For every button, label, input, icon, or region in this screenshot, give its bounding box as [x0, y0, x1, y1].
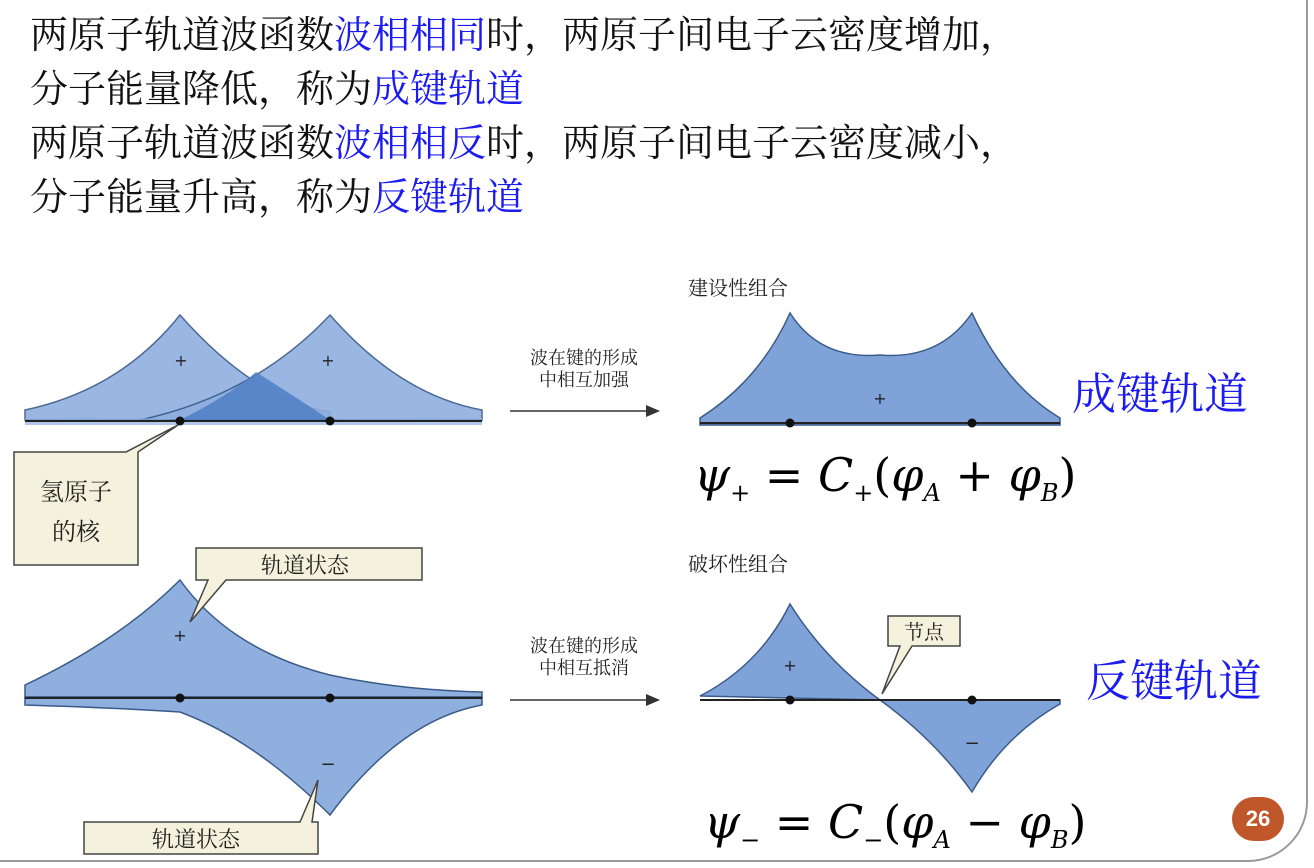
coefficient-subscript: + — [853, 479, 874, 507]
highlight-opposite-phase: 波相相反 — [334, 121, 487, 165]
nucleus-h — [968, 696, 977, 705]
nucleus-a — [176, 417, 185, 426]
psi-symbol: ψ — [704, 795, 741, 849]
nucleus-callout-line2: 的核 — [52, 518, 100, 546]
antibonding-orbital-label: 反键轨道 — [1086, 656, 1262, 707]
coefficient-subscript: − — [863, 826, 884, 854]
coefficient: C — [817, 448, 854, 502]
plus-sign: + — [783, 656, 797, 675]
nucleus-c — [786, 419, 795, 428]
highlight-same-phase: 波相相同 — [334, 13, 487, 57]
plus-sign: + — [321, 351, 335, 370]
right-paren: ) — [1068, 795, 1087, 849]
phi-b: φ — [1008, 448, 1041, 502]
arrow-top-head — [646, 405, 660, 417]
bonding-formula — [694, 448, 1076, 507]
phi-b-subscript: B — [1050, 826, 1069, 854]
text-segment: 两原子轨道波函数 — [30, 13, 335, 57]
text-segment: 分子能量升高，称为 — [30, 175, 373, 219]
phi-a-subscript: A — [923, 479, 941, 507]
top-title: 建设性组合 — [688, 276, 788, 300]
arrow-top-label-1: 波在键的形成 — [530, 348, 638, 369]
left-paren: ( — [873, 448, 892, 502]
right-paren: ) — [1058, 448, 1077, 502]
page-number-badge: 26 — [1232, 797, 1284, 841]
arrow-bottom-head — [646, 694, 660, 706]
minus-sign: − — [964, 733, 980, 754]
minus-sign: − — [320, 754, 336, 775]
node-label: 节点 — [904, 620, 944, 644]
phi-a-subscript: A — [933, 826, 951, 854]
plus-sign: + — [174, 351, 188, 370]
antibonding-formula — [704, 795, 1086, 854]
antibonding-upper — [700, 604, 880, 700]
operator: + — [940, 448, 1009, 502]
bottom-title: 破坏性组合 — [688, 552, 788, 576]
text-segment: 时，两原子间电子云密度增加， — [486, 13, 1019, 57]
wave-c-upper — [25, 580, 482, 697]
nucleus-e — [176, 694, 185, 703]
phi-b-subscript: B — [1040, 479, 1059, 507]
phi-a: φ — [891, 448, 924, 502]
orbital-state-bottom-label: 轨道状态 — [151, 828, 241, 853]
left-paren: ( — [883, 795, 902, 849]
plus-sign: + — [873, 389, 887, 408]
arrow-top-label-2: 中相互加强 — [539, 370, 629, 391]
text-segment: 两原子轨道波函数 — [30, 121, 335, 165]
nucleus-b — [326, 417, 335, 426]
nucleus-callout-line1: 氢原子 — [40, 478, 112, 506]
bonding-orbital-label: 成键轨道 — [1072, 369, 1248, 420]
orbital-state-top-label: 轨道状态 — [260, 554, 350, 579]
psi-symbol: ψ — [694, 448, 731, 502]
nucleus-g — [786, 696, 795, 705]
nucleus-d — [968, 419, 977, 428]
arrow-bottom-label-1: 波在键的形成 — [530, 636, 638, 657]
plus-sign: + — [173, 626, 187, 645]
nucleus-f — [326, 694, 335, 703]
phi-a: φ — [901, 795, 934, 849]
equals-sign: = — [760, 795, 828, 849]
arrow-bottom-label-2: 中相互抵消 — [539, 658, 629, 679]
text-segment: 分子能量降低，称为 — [30, 67, 373, 111]
coefficient: C — [827, 795, 864, 849]
operator: − — [950, 795, 1019, 849]
phi-b: φ — [1018, 795, 1051, 849]
wave-d-lower — [25, 697, 482, 815]
equals-sign: = — [750, 448, 818, 502]
psi-subscript: − — [740, 826, 761, 854]
text-segment: 时，两原子间电子云密度减小， — [486, 121, 1019, 165]
psi-subscript: + — [730, 479, 751, 507]
bonding-wave — [700, 313, 1060, 425]
highlight-bonding-orbital: 成键轨道 — [372, 67, 525, 111]
highlight-antibonding-orbital: 反键轨道 — [372, 175, 525, 219]
